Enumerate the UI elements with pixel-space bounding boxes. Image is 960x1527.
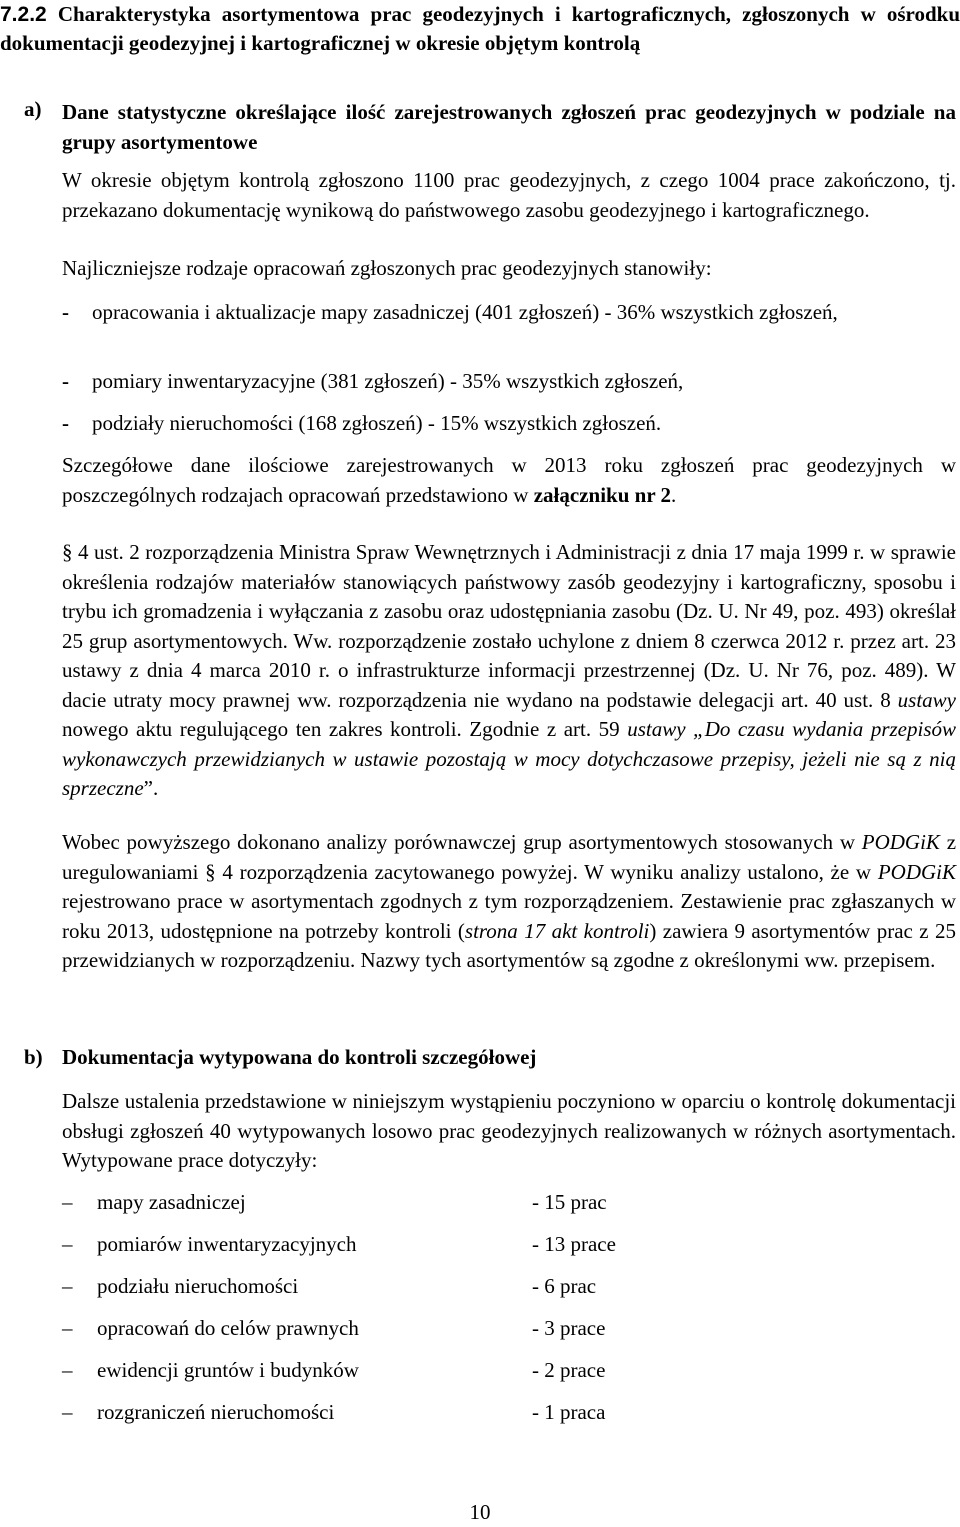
row-name: ewidencji gruntów i budynków	[97, 1358, 359, 1382]
legal-text-1: § 4 ust. 2 rozporządzenia Ministra Spraw Wewnętrznych i Administracji z dnia 17 maja 1999 r. w sprawie określenia rodzajów materiałów stanowiących państwowy zasób geodezyjny i kartograficzny, sposobu i trybu ich gromadzenia i wyłączania z zasobu oraz udostępniania zasobu (Dz. U. Nr 49, poz. 493) określał 25 grup asortymentowych. Ww. rozporządzenie zostało uchylone z dniem 8 czerwca 2012 r. przez art. 23 ustawy z dnia 4 marca 2010 r. o infrastrukturze informacji przestrzennej (Dz. U. Nr 76, poz. 489). W dacie utraty mocy prawnej ww. rozporządzenia nie wydano na podstawie delegacji art. 40 ust. 8	[62, 540, 956, 712]
row-count: - 15 prac	[532, 1190, 607, 1214]
intro-paragraph: W okresie objętym kontrolą zgłoszono 1100 prac geodezyjnych, z czego 1004 prace zakończono, tj. przekazano dokumentację wynikową do państwowego zasobu geodezyjnego i kartograficznego.	[62, 168, 956, 222]
bullet-item	[62, 298, 956, 327]
row-dash: –	[62, 1274, 73, 1298]
bullet-item	[62, 367, 956, 396]
row-dash: –	[62, 1190, 73, 1214]
legal-quote: ustawy „Do czasu wydania przepisów wykonawczych przewidzianych w ustawie pozostają w mocy dotychczasowe przepisy, jeżeli nie są z nią sprzeczne	[62, 717, 957, 800]
details-end: .	[671, 482, 677, 507]
legal-ustawy: ustawy	[897, 687, 956, 712]
row-dash: –	[62, 1400, 73, 1424]
row-dash: –	[62, 1232, 73, 1256]
podgik-ref-2: PODGiK	[877, 859, 956, 884]
section-heading	[0, 0, 960, 58]
row-name: opracowań do celów prawnych	[97, 1316, 359, 1340]
files-reference: strona 17 akt kontroli	[464, 918, 650, 943]
analysis-text-1: Wobec powyższego dokonano analizy porównawczej grup asortymentowych stosowanych w	[62, 830, 855, 854]
attachment-reference: załączniku nr 2	[533, 482, 672, 507]
bullet-text: podziały nieruchomości (168 zgłoszeń) - 15% wszystkich zgłoszeń.	[92, 411, 662, 435]
row-dash: –	[62, 1358, 73, 1382]
details-paragraph	[62, 451, 956, 510]
row-name: podziału nieruchomości	[97, 1274, 299, 1298]
legal-paragraph	[62, 538, 956, 804]
page-number: 10	[469, 1500, 491, 1524]
row-name: rozgraniczeń nieruchomości	[97, 1400, 335, 1424]
row-name: pomiarów inwentaryzacyjnych	[97, 1232, 357, 1256]
analysis-paragraph	[62, 828, 956, 976]
row-count: - 6 prac	[532, 1274, 597, 1298]
subsection-b-label: b)	[24, 1045, 43, 1069]
bullet-text: opracowania i aktualizacje mapy zasadniczej (401 zgłoszeń) - 36% wszystkich zgłoszeń,	[92, 300, 838, 324]
bullet-dash: -	[62, 411, 69, 435]
subsection-a-title: Dane statystyczne określające ilość zarejestrowanych zgłoszeń prac geodezyjnych w podziale na grupy asortymentowe	[62, 100, 956, 154]
row-name: mapy zasadniczej	[97, 1190, 246, 1214]
bullet-text: pomiary inwentaryzacyjne (381 zgłoszeń) - 35% wszystkich zgłoszeń,	[92, 369, 684, 393]
subsection-a-label: a)	[24, 97, 42, 121]
analysis-text-4: ) zawiera 9 asortymentów prac z 25 przewidzianych w rozporządzeniu. Nazwy tych asortymentów są zgodne z określonymi ww. przepisem.	[62, 918, 956, 972]
analysis-text-2: z uregulowaniami § 4 rozporządzenia zacytowanego powyżej. W wyniku analizy ustalono, że w	[62, 830, 957, 884]
bullet-dash: -	[62, 369, 69, 393]
section-number: 7.2.2	[0, 3, 47, 26]
row-count: - 13 prace	[532, 1232, 616, 1256]
analysis-text-3: rejestrowano prace w asortymentach zgodnych z tym rozporządzeniem. Zestawienie prac zgłaszanych w roku 2013, udostępnione na potrzeby kontroli (	[62, 889, 956, 943]
bullet-dash: -	[62, 300, 69, 324]
bullet-item	[62, 409, 956, 438]
row-count: - 3 prace	[532, 1316, 606, 1340]
podgik-ref-1: PODGiK	[861, 830, 940, 854]
types-intro: Najliczniejsze rodzaje opracowań zgłoszonych prac geodezyjnych stanowiły:	[62, 256, 712, 280]
legal-text-3: ”.	[143, 776, 159, 800]
section-title: Charakterystyka asortymentowa prac geodezyjnych i kartograficznych, zgłoszonych w ośrodku dokumentacji geodezyjnej i kartograficznej w okresie objętym kontrolą	[0, 2, 960, 55]
details-text: Szczegółowe dane ilościowe zarejestrowanych w 2013 roku zgłoszeń prac geodezyjnych w poszczególnych rodzajach opracowań przedstawiono w	[62, 453, 956, 507]
row-dash: –	[62, 1316, 73, 1340]
legal-text-2: nowego aktu regulującego ten zakres kontroli. Zgodnie z art. 59	[62, 717, 620, 741]
sub-b-intro: Dalsze ustalenia przedstawione w niniejszym wystąpieniu poczyniono w oparciu o kontrolę dokumentacji obsługi zgłoszeń 40 wytypowanych losowo prac geodezyjnych realizowanych w różnych asortymentach. Wytypowane prace dotyczyły:	[62, 1089, 956, 1172]
subsection-b-title: Dokumentacja wytypowana do kontroli szczegółowej	[62, 1045, 537, 1069]
row-count: - 1 praca	[532, 1400, 606, 1424]
row-count: - 2 prace	[532, 1358, 606, 1382]
